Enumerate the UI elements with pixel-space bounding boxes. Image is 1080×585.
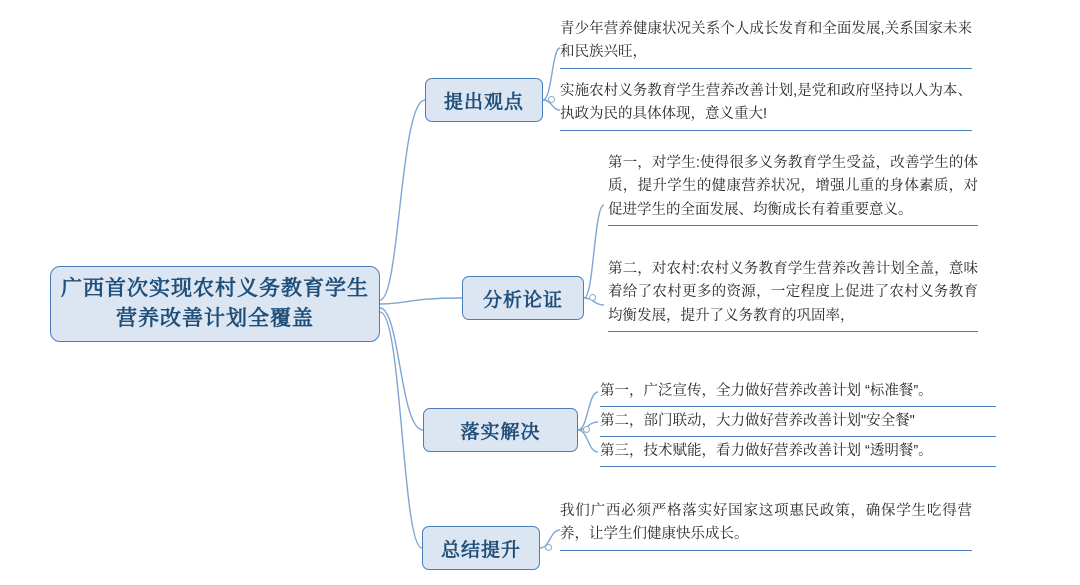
branch-node-1[interactable]: 提出观点 (425, 78, 543, 122)
connector-dot-3 (583, 426, 590, 433)
leaf-3-2[interactable]: 第二，部门联动，大力做好营养改善计划"安全餐" (600, 410, 996, 437)
connector-dot-4 (545, 544, 552, 551)
leaf-3-3[interactable]: 第三，技术赋能，看力做好营养改善计划 “透明餐”。 (600, 440, 996, 467)
connector-dot-1 (548, 96, 555, 103)
leaf-4-1[interactable]: 我们广西必须严格落实好国家这项惠民政策，确保学生吃得营养，让学生们健康快乐成长。 (560, 500, 972, 551)
leaf-1-2[interactable]: 实施农村义务教育学生营养改善计划,是党和政府坚持以人为本、执政为民的具体体现，意义重大! (560, 80, 972, 131)
connector-dot-2 (589, 294, 596, 301)
branch-node-3[interactable]: 落实解决 (423, 408, 578, 452)
branch-node-4[interactable]: 总结提升 (422, 526, 540, 570)
branch-node-2[interactable]: 分析论证 (462, 276, 584, 320)
root-node[interactable]: 广西首次实现农村义务教育学生营养改善计划全覆盖 (50, 266, 380, 342)
leaf-1-1[interactable]: 青少年营养健康状况关系个人成长发育和全面发展,关系国家未来和民族兴旺， (560, 18, 972, 69)
leaf-2-2[interactable]: 第二，对农村:农村义务教育学生营养改善计划全盖，意味着给了农村更多的资源，一定程度上促进了农村义务教育均衡发展，提升了义务教育的巩固率， (608, 258, 978, 332)
leaf-2-1[interactable]: 第一，对学生:使得很多义务教育学生受益，改善学生的体质，提升学生的健康营养状况，增强儿重的身体素质，对促进学生的全面发展、均衡成长有着重要意义。 (608, 152, 978, 226)
leaf-3-1[interactable]: 第一，广泛宣传，全力做好营养改善计划 “标准餐”。 (600, 380, 996, 407)
